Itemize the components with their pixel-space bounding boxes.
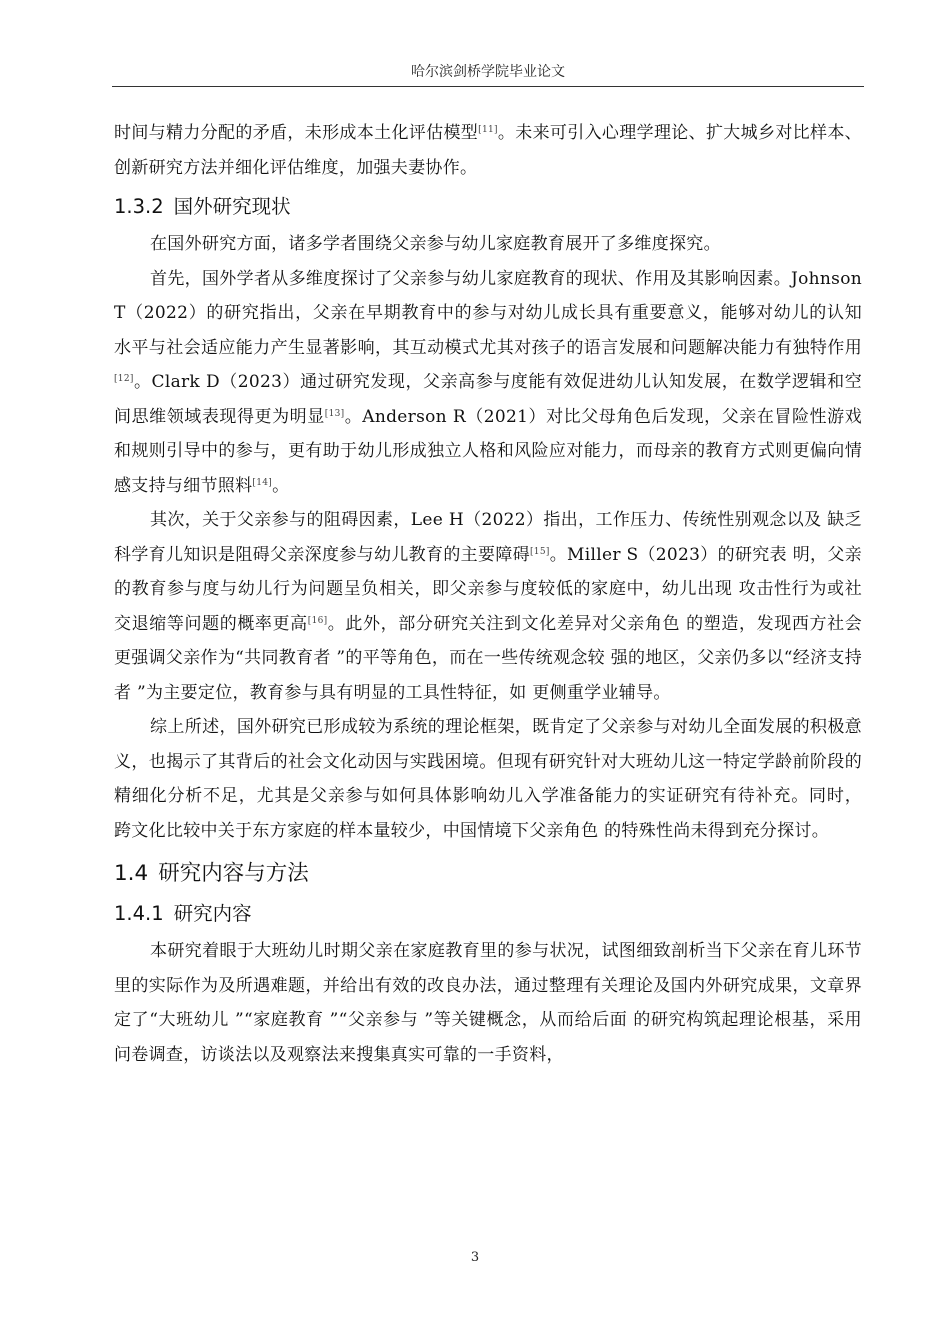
document-body [114,116,862,1072]
citation-ref: [13] [324,408,345,419]
thesis-header-title: 哈尔滨剑桥学院毕业论文 [411,64,565,80]
text-run: 首先，国外学者从多维度探讨了父亲参与幼儿家庭教育的现状、作用及其影响因素。Johnson T（2022）的研究指出，父亲在早期教育中的参与对幼儿成长具有重要意义，能够对幼儿的认知水平与社会适应能力产生显著影响，其互动模式尤其对孩子的语言发展和问题解决能力有独特作用 [114,268,862,358]
paragraph-foreign-summary [114,710,862,848]
section-number: 1.3.2 [114,195,164,218]
citation-ref: [14] [252,477,273,488]
section-number: 1.4.1 [114,902,164,925]
text-run: 在国外研究方面，诸多学者围绕父亲参与幼儿家庭教育展开了多维度探究。 [150,234,721,254]
section-heading-1-4 [114,856,862,892]
citation-ref: [11] [478,125,498,135]
text-run: 。Anderson R（2021）对比父母角色后发现，父亲在冒险性游戏和规则引导中的参与，更有助于幼儿形成独立人格和风险应对能力，而母亲的教育方式则更偏向情感支持与细节照料 [114,406,862,496]
text-run: 时间与精力分配的矛盾，未形成本土化评估模型 [114,123,479,143]
text-run: 本研究着眼于大班幼儿时期父亲在家庭教育里的参与状况，试图细致剖析当下父亲在育儿环节里的实际作为及所遇难题，并给出有效的改良办法，通过整理有关理论及国内外研究成果，文章界定了“大班幼儿 ”“家庭教育 ”“父亲参与 ”等关键概念，从而给后面 的研究构筑起理论根基，采用问卷调查，访谈法以及观察法来搜集真实可靠的一手资料， [114,941,862,1065]
paragraph-domestic-summary-end [114,116,862,185]
paragraph-foreign-barriers [114,503,862,710]
page-number: 3 [470,1250,480,1265]
text-run: 其次，关于父亲参与的阻碍因素，Lee H（2022）指出，工作压力、传统性别观念以及 缺乏科学育儿知识是阻碍父亲深度参与幼儿教育的主要障碍 [114,510,862,565]
paragraph-foreign-roles [114,262,862,504]
text-run: 。未来可引入心理学理论、扩大城乡对比样本、创新研究方法并细化评估维度，加强夫妻协作。 [114,123,862,178]
text-run: 。Clark D（2023）通过研究发现，父亲高参与度能有效促进幼儿认知发展，在数学逻辑和空间思维领域表现得更为明显 [114,372,862,427]
text-run: 。此外，部分研究关注到文化差异对父亲角色 的塑造，发现西方社会更强调父亲作为“共同教育者 ”的平等角色，而在一些传统观念较 强的地区，父亲仍多以“经济支持者 ”为主要定位，教育参与具有明显的工具性特征，如 更侧重学业辅导。 [114,613,863,703]
section-number: 1.4 [114,861,149,886]
running-header [112,60,864,87]
text-run: 。Miller S（2023）的研究表 明，父亲的教育参与度与幼儿行为问题呈负相关，即父亲参与度较低的家庭中，幼儿出现 攻击性行为或社交退缩等问题的概率更高 [114,544,863,634]
paragraph-research-content [114,934,862,1072]
section-heading-1-3-2 [114,191,862,223]
text-run: 综上所述，国外研究已形成较为系统的理论框架，既肯定了父亲参与对幼儿全面发展的积极意义，也揭示了其背后的社会文化动因与实践困境。但现有研究针对大班幼儿这一特定学龄前阶段的精细化分析不足，尤其是父亲参与如何具体影响幼儿入学准备能力的实证研究有待补充。同时， 跨文化比较中关于东方家庭的样本量较少，中国情境下父亲角色 的特殊性尚未得到充分探讨。 [114,717,862,841]
paragraph-foreign-intro [114,227,862,262]
section-title: 研究内容与方法 [158,861,309,886]
text-run: 。 [272,475,290,496]
citation-ref: [12] [114,374,134,384]
section-title: 国外研究现状 [173,195,291,218]
section-heading-1-4-1 [114,898,862,930]
citation-ref: [15] [530,546,550,557]
section-title: 研究内容 [173,902,252,925]
citation-ref: [16] [307,615,328,626]
